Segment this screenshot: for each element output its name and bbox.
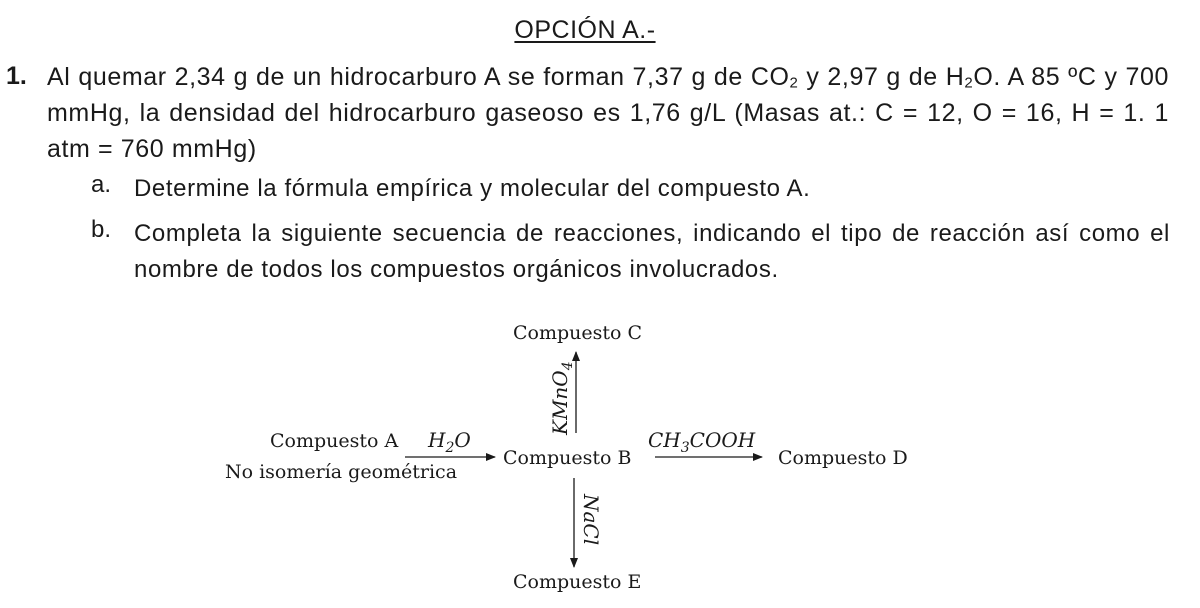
reagent-water-sub: 2	[445, 440, 455, 456]
compound-a-note: No isomería geométrica	[225, 461, 458, 483]
reagent-kmno4-label	[548, 361, 576, 436]
reagent-acid-ch: CH	[648, 428, 681, 452]
sub-item-b-text: Completa la siguiente secuencia de reacciones, indicando el tipo de reacción así como el nombre de todos los compuestos orgánicos involucrados.	[134, 220, 1170, 283]
compound-d-label: Compuesto D	[778, 447, 908, 469]
reagent-nacl-label: NaCl	[579, 494, 603, 546]
reagent-water-h: H	[428, 428, 446, 452]
section-title: OPCIÓN A.-	[514, 16, 656, 44]
reagent-water-o: O	[454, 428, 471, 452]
sub-item-a-text: Determine la fórmula empírica y molecular del compuesto A.	[134, 175, 811, 202]
question-number: 1.	[6, 62, 27, 90]
sub-item-b-letter: b.	[91, 216, 112, 243]
statement-part-1: Al quemar 2,34 g de un hidrocarburo A se forman 7,37 g de CO	[47, 63, 790, 91]
reagent-acid-sub: 3	[680, 440, 690, 456]
sub-item-a-letter: a.	[91, 171, 112, 198]
reagent-kmno4-sub: 4	[560, 361, 576, 371]
reagent-acid-label	[648, 428, 756, 456]
compound-e-label: Compuesto E	[513, 571, 642, 593]
statement-part-2: y 2,97 g de H	[798, 63, 965, 91]
co2-subscript: 2	[789, 74, 799, 92]
reagent-acid-cooh: COOH	[689, 428, 756, 452]
compound-c-label: Compuesto C	[513, 322, 643, 344]
compound-a-label: Compuesto A	[270, 430, 399, 452]
h2o-subscript: 2	[964, 74, 974, 92]
statement-part-3: O. A 85 ºC y 700 mmHg, la densidad del hidrocarburo gaseoso es 1,76 g/L (Masas at.: C = 12, O = 16, H = 1. 1 atm = 760 mmHg)	[47, 63, 1169, 163]
reagent-water-label	[427, 428, 471, 456]
compound-b-label: Compuesto B	[503, 447, 632, 469]
reagent-kmno4-main: KMnO	[548, 370, 572, 435]
